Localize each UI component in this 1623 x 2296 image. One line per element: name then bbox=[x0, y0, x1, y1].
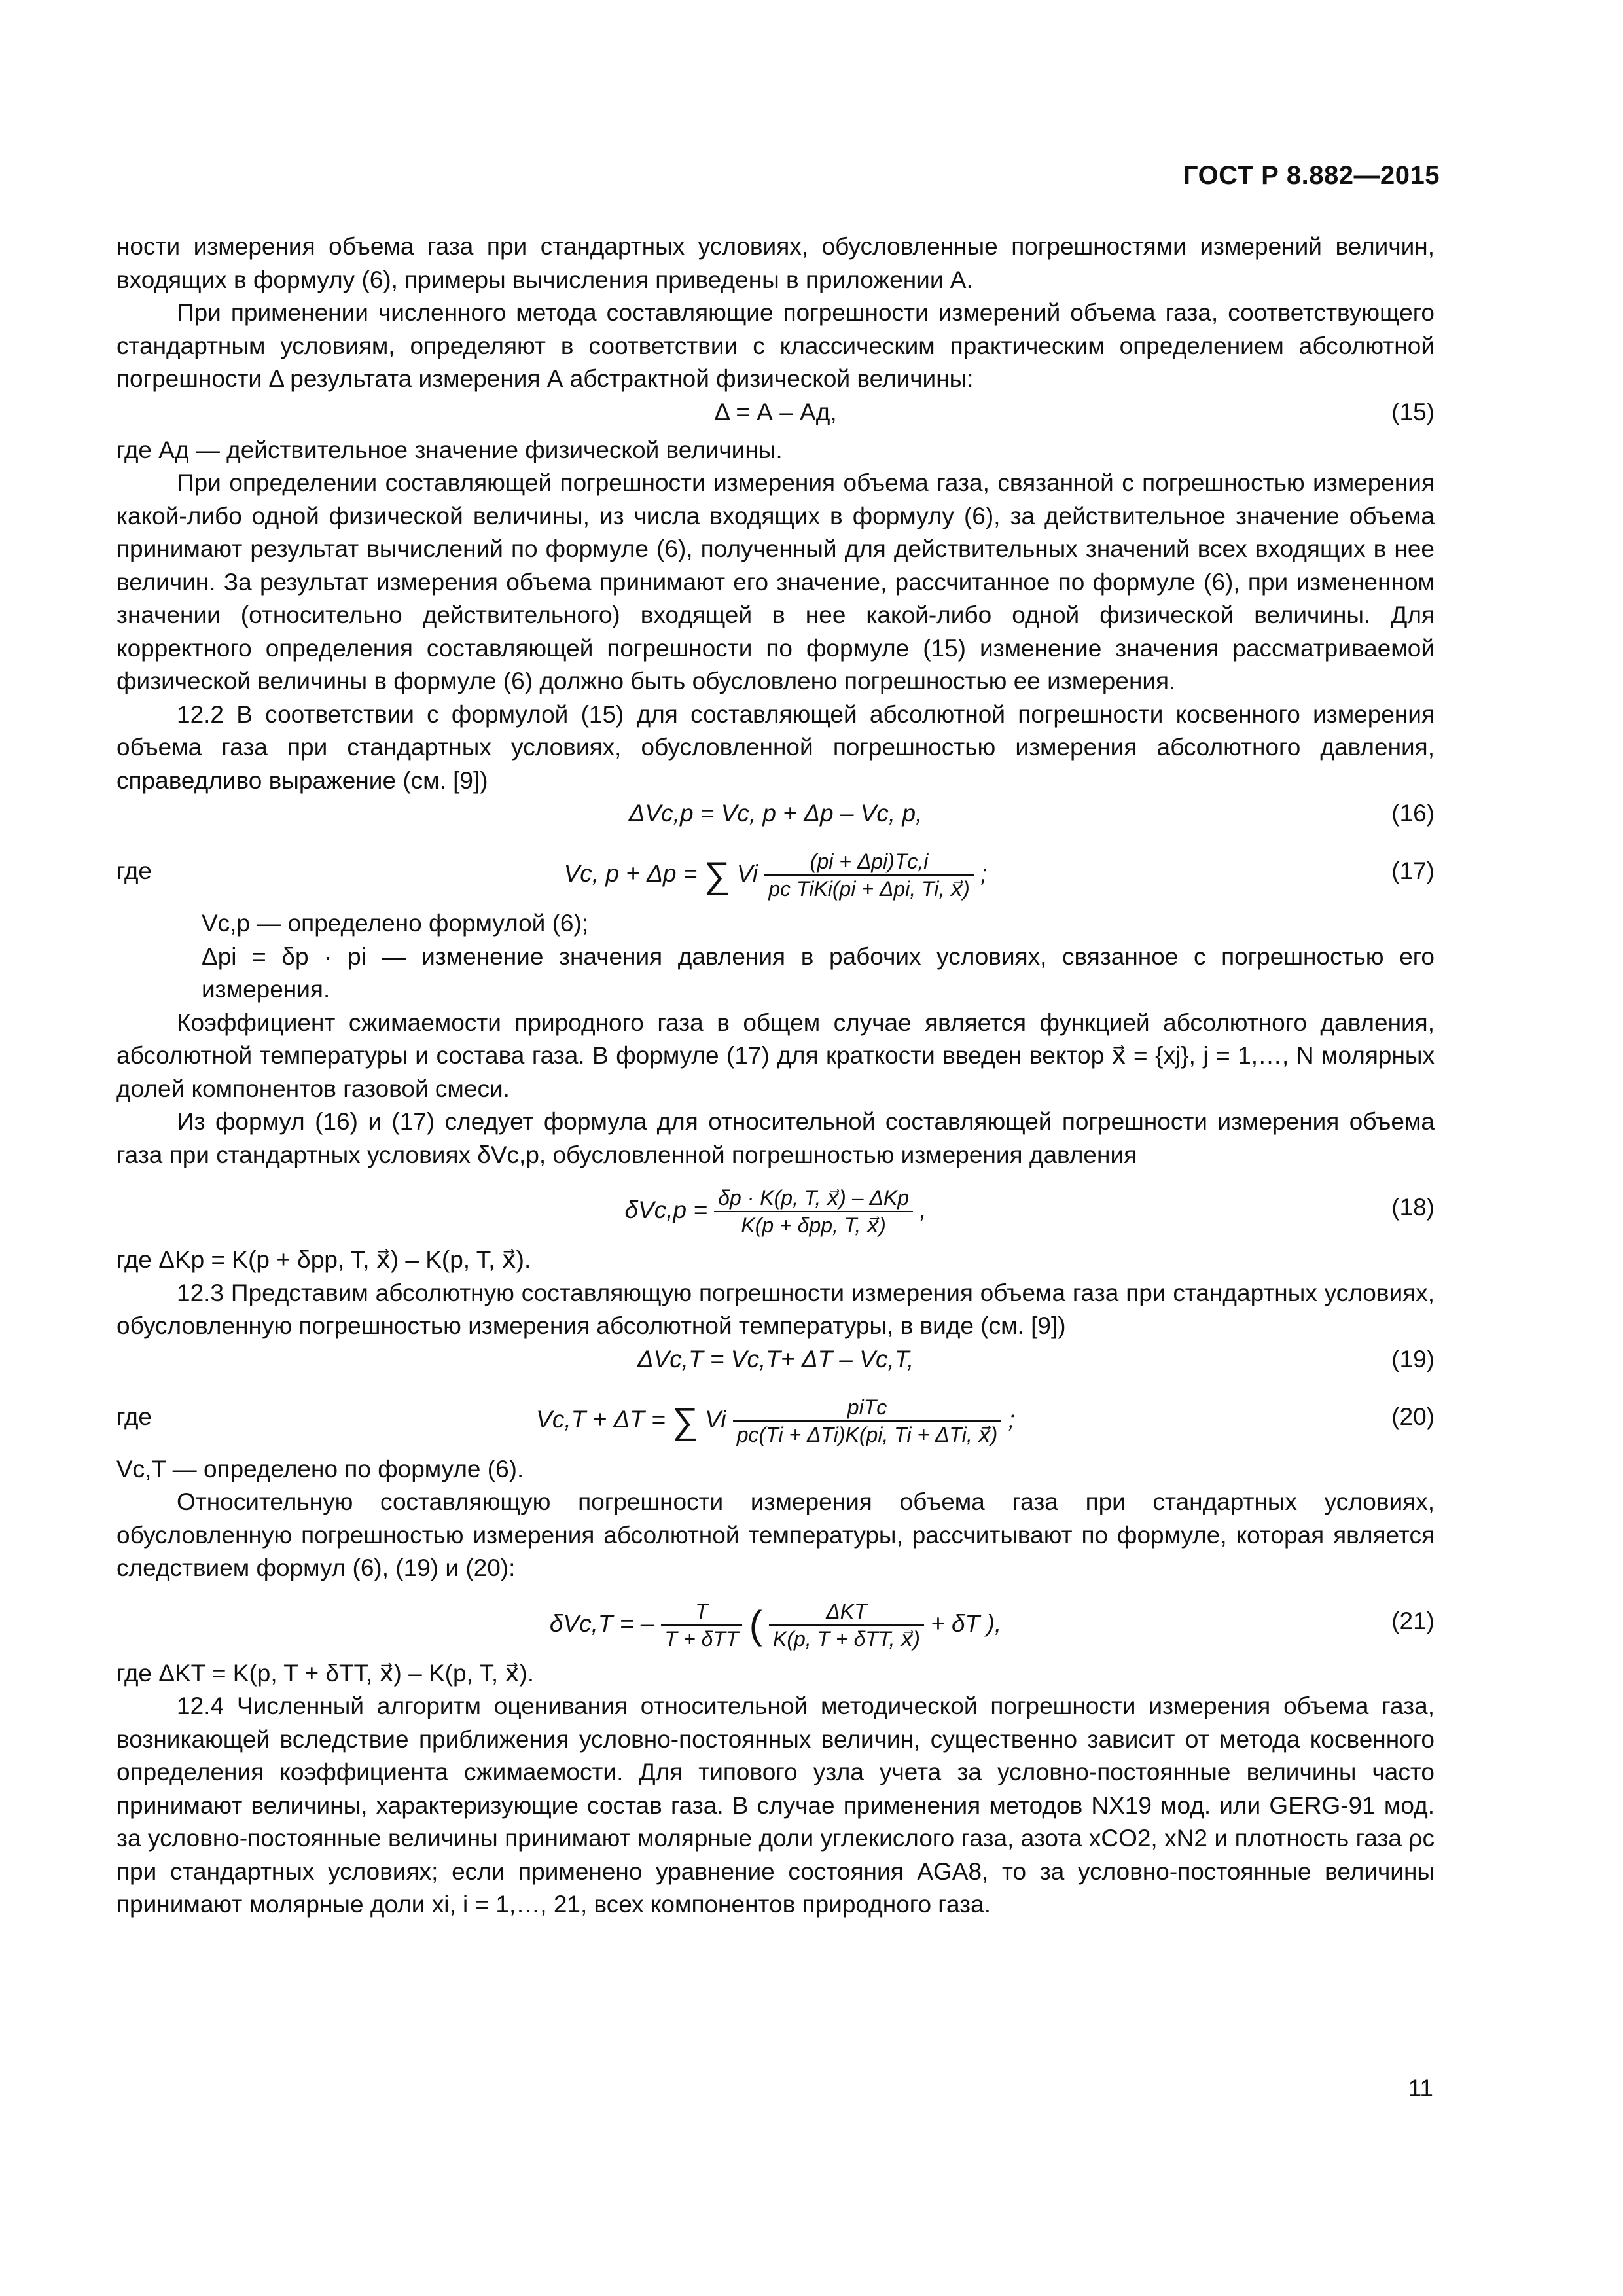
formula-16-expression: ΔVс,p = Vс, p + Δp – Vс, p, bbox=[628, 800, 923, 827]
definition: Vс,T — определено по формуле (6). bbox=[116, 1455, 524, 1482]
paragraph: где Ад — действительное значение физической величины. bbox=[116, 436, 783, 463]
paragraph: Из формул (16) и (17) следует формула для относительной составляющей погрешности измерения объема газа при стандартных условиях δVс,p, обусловленной погрешностью измерения давления bbox=[116, 1108, 1435, 1168]
formula-15 bbox=[116, 396, 1435, 434]
fraction-numerator: T bbox=[661, 1598, 743, 1626]
formula-21 bbox=[116, 1585, 1435, 1657]
body-text bbox=[116, 230, 1435, 1922]
formula-17 bbox=[116, 835, 1435, 907]
standard-header: ГОСТ Р 8.882—2015 bbox=[1183, 161, 1440, 190]
formula-17-expression bbox=[116, 848, 1435, 902]
formula-15-number: (15) bbox=[1391, 398, 1435, 425]
formula-17-lhs: Vс, p + Δp = bbox=[563, 859, 704, 887]
definition: Vс,p — определено формулой (6); bbox=[202, 910, 589, 937]
formula-17-number: (17) bbox=[1391, 857, 1435, 884]
fraction-numerator: piTс bbox=[733, 1394, 1002, 1422]
formula-18-number: (18) bbox=[1391, 1194, 1435, 1221]
paragraph: ности измерения объема газа при стандартных условиях, обусловленные погрешностями измерений величин, входящих в формулу (6), примеры вычисления приведены в приложении А. bbox=[116, 233, 1435, 293]
sum-symbol: ∑ bbox=[704, 853, 730, 895]
formula-21-lhs: δVс,T = – bbox=[549, 1609, 661, 1637]
formula-20-lhs: Vс,T + ΔT = bbox=[536, 1405, 672, 1433]
fraction-numerator: (pi + Δpi)Tс,i bbox=[764, 848, 973, 876]
formula-20-tail: ; bbox=[1008, 1405, 1015, 1433]
paragraph: 12.2 В соответствии с формулой (15) для составляющей абсолютной погрешности косвенного измерения объема газа при стандартных условиях, обусловленной погрешностью измерения абсолютного давления, справедливо выражение (см. [9]) bbox=[116, 700, 1435, 794]
where-label: где bbox=[116, 857, 152, 884]
paragraph: Относительную составляющую погрешности измерения объема газа при стандартных условиях, обусловленную погрешностью измерения абсолютной температуры, рассчитывают по формуле, которая является следствием формул (6), (19) и (20): bbox=[116, 1488, 1435, 1581]
fraction-denominator: K(p, T + δTT, x⃗) bbox=[772, 1626, 920, 1651]
definitions bbox=[116, 907, 1435, 1007]
formula-17-tail: ; bbox=[980, 859, 988, 887]
paragraph: где ΔKp = K(p + δpp, T, x⃗) – K(p, T, x⃗). bbox=[116, 1246, 531, 1273]
formula-16 bbox=[116, 797, 1435, 835]
page-number: 11 bbox=[1408, 2075, 1433, 2102]
formula-18-tail: , bbox=[919, 1196, 927, 1223]
formula-20-number: (20) bbox=[1391, 1403, 1435, 1430]
formula-21-fraction-2 bbox=[769, 1598, 924, 1652]
formula-17-vi: Vi bbox=[736, 859, 758, 887]
formula-21-number: (21) bbox=[1391, 1607, 1435, 1634]
paragraph: 12.4 Численный алгоритм оценивания относительной методической погрешности измерения объема газа, возникающей вследствие приближения условно-постоянных величин, существенно зависит от метода косвенного определения коэффициента сжимаемости. Для типового узла учета за условно-постоянные величины часто принимают величины, характеризующие состав газа. В случае применения методов NX19 мод. или GERG-91 мод. за условно-постоянные величины принимают молярные доли углекислого газа, азота xCO2, xN2 и плотность газа ρс при стандартных условиях; если применено уравнение состояния AGA8, то за условно-постоянные величины принимают молярные доли xi, i = 1,…, 21, всех компонентов природного газа. bbox=[116, 1693, 1435, 1918]
fraction-denominator: T + δTT bbox=[664, 1626, 739, 1651]
where-label: где bbox=[116, 1403, 152, 1430]
paragraph: Коэффициент сжимаемости природного газа в общем случае является функцией абсолютного давления, абсолютной температуры и состава газа. В формуле (17) для краткости введен вектор x⃗ = {xj}, j = 1,…, N молярных долей компонентов газовой смеси. bbox=[116, 1009, 1435, 1102]
formula-18-lhs: δVс,p = bbox=[624, 1196, 715, 1223]
formula-21-tail: + δT ), bbox=[931, 1609, 1002, 1637]
formula-20-expression bbox=[116, 1394, 1435, 1448]
open-paren: ( bbox=[749, 1602, 762, 1647]
fraction-numerator: δp · K(p, T, x⃗) – ΔKp bbox=[714, 1185, 913, 1212]
formula-17-fraction bbox=[764, 848, 973, 902]
formula-19-expression: ΔVс,T = Vс,T+ ΔT – Vс,T, bbox=[637, 1345, 914, 1372]
formula-15-expression: Δ = А – Ад, bbox=[714, 398, 837, 425]
paragraph: где ΔKT = K(p, T + δTT, x⃗) – K(p, T, x⃗). bbox=[116, 1659, 534, 1687]
formula-18-expression bbox=[116, 1185, 1435, 1238]
paragraph: 12.3 Представим абсолютную составляющую погрешности измерения объема газа при стандартных условиях, обусловленную погрешностью измерения абсолютной температуры, в виде (см. [9]) bbox=[116, 1279, 1435, 1339]
formula-18 bbox=[116, 1172, 1435, 1244]
fraction-numerator: ΔKT bbox=[769, 1598, 924, 1626]
formula-19-number: (19) bbox=[1391, 1345, 1435, 1372]
definition: Δpi = δp · pi — изменение значения давления в рабочих условиях, связанное с погрешностью его измерения. bbox=[202, 942, 1435, 1003]
fraction-denominator: K(p + δpp, T, x⃗) bbox=[741, 1213, 886, 1237]
formula-19 bbox=[116, 1343, 1435, 1381]
formula-18-fraction bbox=[714, 1185, 913, 1238]
formula-21-fraction-1 bbox=[661, 1598, 743, 1652]
paragraph: При применении численного метода составляющие погрешности измерений объема газа, соответствующего стандартным условиям, определяют в соответствии с классическим практическим определением абсолютной погрешности Δ результата измерения А абстрактной физической величины: bbox=[116, 299, 1435, 392]
formula-20 bbox=[116, 1381, 1435, 1453]
formula-20-fraction bbox=[733, 1394, 1002, 1448]
sum-symbol: ∑ bbox=[672, 1399, 698, 1441]
formula-20-vi: Vi bbox=[705, 1405, 726, 1433]
formula-21-expression bbox=[116, 1598, 1435, 1652]
fraction-denominator: pс(Ti + ΔTi)K(pi, Ti + ΔTi, x⃗) bbox=[736, 1422, 998, 1446]
formula-16-number: (16) bbox=[1391, 800, 1435, 827]
paragraph: При определении составляющей погрешности измерения объема газа, связанной с погрешностью измерения какой-либо одной физической величины, из числа входящих в формулу (6), за действительное значение объема принимают результат вычислений по формуле (6), полученный для действительных значений всех входящих в нее величин. За результат измерения объема принимают его значение, рассчитанное по формуле (6), при измененном значении (относительно действительного) входящей в нее какой-либо одной физической величины. Для корректного определения составляющей погрешности по формуле (15) изменение значения рассматриваемой физической величины в формуле (6) должно быть обусловлено погрешностью ее измерения. bbox=[116, 469, 1435, 694]
fraction-denominator: pс TiKi(pi + Δpi, Ti, x⃗) bbox=[768, 877, 970, 901]
